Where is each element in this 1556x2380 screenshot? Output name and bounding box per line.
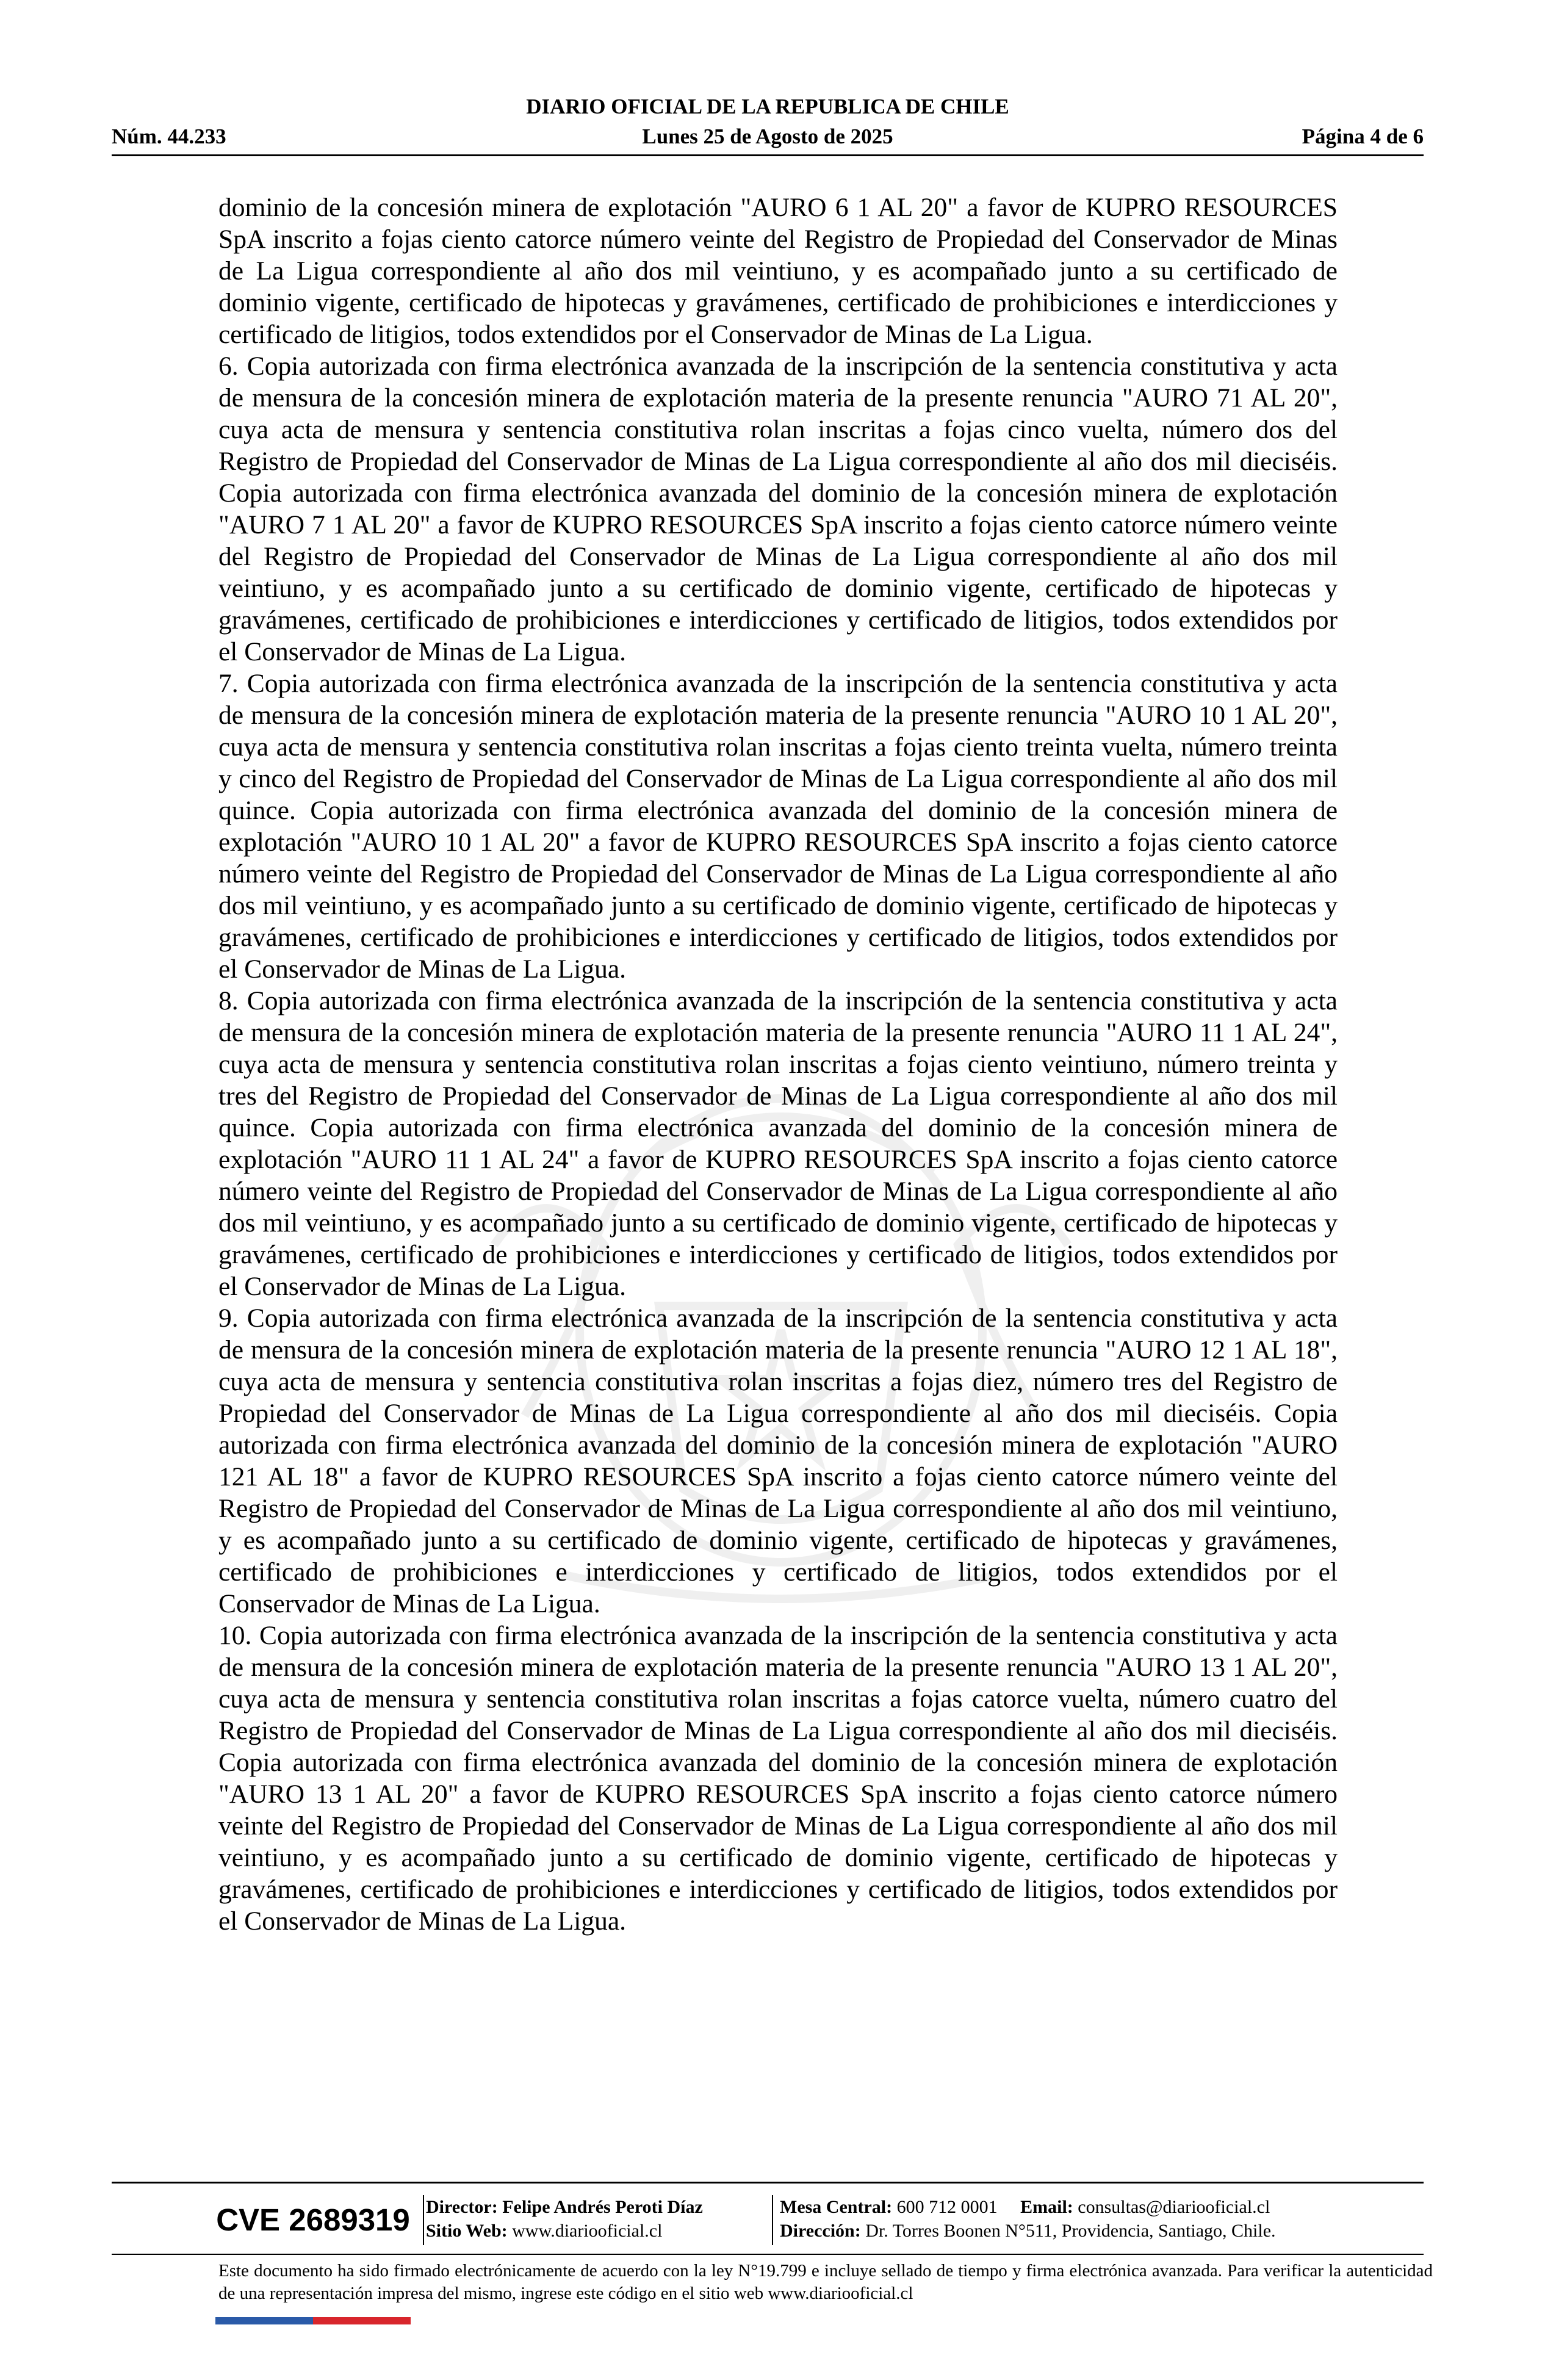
- page-footer: [112, 2182, 1433, 2322]
- address-label: Dirección:: [780, 2221, 861, 2241]
- chile-flag-stripe: [215, 2317, 411, 2324]
- contact-line: [780, 2195, 1433, 2219]
- footer-top-divider: [112, 2182, 1424, 2183]
- issue-date: Lunes 25 de Agosto de 2025: [642, 124, 893, 148]
- issue-number: Núm. 44.233: [112, 124, 226, 148]
- paragraph-item-10: 10. Copia autorizada con firma electrónica avanzada de la inscripción de la sentencia constitutiva y acta de mensura de la concesión minera de explotación materia de la presente renuncia "AURO 13 1 AL 20", cuya acta de mensura y sentencia constitutiva rolan inscritas a fojas catorce vuelta, número cuatro del Registro de Propiedad del Conservador de Minas de La Ligua correspondiente al año dos mil dieciséis. Copia autorizada con firma electrónica avanzada del dominio de la concesión minera de explotación "AURO 13 1 AL 20" a favor de KUPRO RESOURCES SpA inscrito a fojas ciento catorce número veinte del Registro de Propiedad del Conservador de Minas de La Ligua correspondiente al año dos mil veintiuno, y es acompañado junto a su certificado de dominio vigente, certificado de hipotecas y gravámenes, certificado de prohibiciones e interdicciones y certificado de litigios, todos extendidos por el Conservador de Minas de La Ligua.: [218, 1621, 1338, 1936]
- footer-legal-notice: [218, 2260, 1433, 2305]
- flag-red-segment: [313, 2317, 411, 2324]
- cve-code: CVE 2689319: [216, 2202, 410, 2237]
- footer-separator: [423, 2195, 424, 2245]
- email-label: Email:: [1020, 2197, 1073, 2217]
- document-body: [218, 192, 1338, 1937]
- paragraph-item-6: 6. Copia autorizada con firma electrónica avanzada de la inscripción de la sentencia constitutiva y acta de mensura de la concesión minera de explotación materia de la presente renuncia "AURO 71 AL 20", cuya acta de mensura y sentencia constitutiva rolan inscritas a fojas cinco vuelta, número dos del Registro de Propiedad del Conservador de Minas de La Ligua correspondiente al año dos mil dieciséis. Copia autorizada con firma electrónica avanzada del dominio de la concesión minera de explotación "AURO 7 1 AL 20" a favor de KUPRO RESOURCES SpA inscrito a fojas ciento catorce número veinte del Registro de Propiedad del Conservador de Minas de La Ligua correspondiente al año dos mil veintiuno, y es acompañado junto a su certificado de dominio vigente, certificado de hipotecas y gravámenes, certificado de prohibiciones e interdicciones y certificado de litigios, todos extendidos por el Conservador de Minas de La Ligua.: [218, 352, 1338, 666]
- page-header: [112, 93, 1424, 160]
- website-line: [426, 2219, 768, 2243]
- footer-contact-block: [780, 2195, 1433, 2243]
- director-line: [426, 2195, 768, 2219]
- flag-blue-segment: [215, 2317, 313, 2324]
- email-link[interactable]: consultas@diariooficial.cl: [1078, 2197, 1270, 2217]
- newspaper-title: DIARIO OFICIAL DE LA REPUBLICA DE CHILE: [526, 95, 1009, 118]
- director-label: Director:: [426, 2197, 498, 2217]
- header-info-row: [112, 121, 1424, 153]
- mesa-phone: 600 712 0001: [896, 2197, 998, 2217]
- page-indicator: Página 4 de 6: [1302, 124, 1424, 148]
- paragraph-item-7: 7. Copia autorizada con firma electrónica avanzada de la inscripción de la sentencia constitutiva y acta de mensura de la concesión minera de explotación materia de la presente renuncia "AURO 10 1 AL 20", cuya acta de mensura y sentencia constitutiva rolan inscritas a fojas ciento treinta vuelta, número treinta y cinco del Registro de Propiedad del Conservador de Minas de La Ligua correspondiente al año dos mil quince. Copia autorizada con firma electrónica avanzada del dominio de la concesión minera de explotación "AURO 10 1 AL 20" a favor de KUPRO RESOURCES SpA inscrito a fojas ciento catorce número veinte del Registro de Propiedad del Conservador de Minas de La Ligua correspondiente al año dos mil veintiuno, y es acompañado junto a su certificado de dominio vigente, certificado de hipotecas y gravámenes, certificado de prohibiciones e interdicciones y certificado de litigios, todos extendidos por el Conservador de Minas de La Ligua.: [218, 669, 1338, 984]
- address-line: [780, 2219, 1433, 2243]
- address-text: Dr. Torres Boonen N°511, Providencia, Santiago, Chile.: [865, 2221, 1276, 2241]
- footer-separator: [772, 2195, 773, 2245]
- legal-notice-text: Este documento ha sido firmado electrónicamente de acuerdo con la ley N°19.799 e incluye sellado de tiempo y firma electrónica avanzada. Para verificar la autenticidad de una representación impresa del mismo, ingrese este código en el sitio web www.diariooficial.cl: [218, 2261, 1433, 2303]
- paragraph-item-5-continuation: dominio de la concesión minera de explotación "AURO 6 1 AL 20" a favor de KUPRO RESOURCES SpA inscrito a fojas ciento catorce número veinte del Registro de Propiedad del Conservador de Minas de La Ligua correspondiente al año dos mil veintiuno, y es acompañado junto a su certificado de dominio vigente, certificado de hipotecas y gravámenes, certificado de prohibiciones e interdicciones y certificado de litigios, todos extendidos por el Conservador de Minas de La Ligua.: [218, 193, 1338, 349]
- footer-director-block: [426, 2195, 768, 2243]
- mesa-label: Mesa Central:: [780, 2197, 893, 2217]
- header-divider: [112, 154, 1424, 156]
- director-name: Felipe Andrés Peroti Díaz: [502, 2197, 703, 2217]
- footer-middle-divider: [112, 2254, 1424, 2255]
- paragraph-item-9: 9. Copia autorizada con firma electrónica avanzada de la inscripción de la sentencia constitutiva y acta de mensura de la concesión minera de explotación materia de la presente renuncia "AURO 12 1 AL 18", cuya acta de mensura y sentencia constitutiva rolan inscritas a fojas diez, número tres del Registro de Propiedad del Conservador de Minas de La Ligua correspondiente al año dos mil dieciséis. Copia autorizada con firma electrónica avanzada del dominio de la concesión minera de explotación "AURO 121 AL 18" a favor de KUPRO RESOURCES SpA inscrito a fojas ciento catorce número veinte del Registro de Propiedad del Conservador de Minas de La Ligua correspondiente al año dos mil veintiuno, y es acompañado junto a su certificado de dominio vigente, certificado de hipotecas y gravámenes, certificado de prohibiciones e interdicciones y certificado de litigios, todos extendidos por el Conservador de Minas de La Ligua.: [218, 1304, 1338, 1618]
- paragraph-item-8: 8. Copia autorizada con firma electrónica avanzada de la inscripción de la sentencia constitutiva y acta de mensura de la concesión minera de explotación materia de la presente renuncia "AURO 11 1 AL 24", cuya acta de mensura y sentencia constitutiva rolan inscritas a fojas ciento veintiuno, número treinta y tres del Registro de Propiedad del Conservador de Minas de La Ligua correspondiente al año dos mil quince. Copia autorizada con firma electrónica avanzada del dominio de la concesión minera de explotación "AURO 11 1 AL 24" a favor de KUPRO RESOURCES SpA inscrito a fojas ciento catorce número veinte del Registro de Propiedad del Conservador de Minas de La Ligua correspondiente al año dos mil veintiuno, y es acompañado junto a su certificado de dominio vigente, certificado de hipotecas y gravámenes, certificado de prohibiciones e interdicciones y certificado de litigios, todos extendidos por el Conservador de Minas de La Ligua.: [218, 986, 1338, 1301]
- website-link[interactable]: www.diariooficial.cl: [512, 2221, 663, 2241]
- website-label: Sitio Web:: [426, 2221, 508, 2241]
